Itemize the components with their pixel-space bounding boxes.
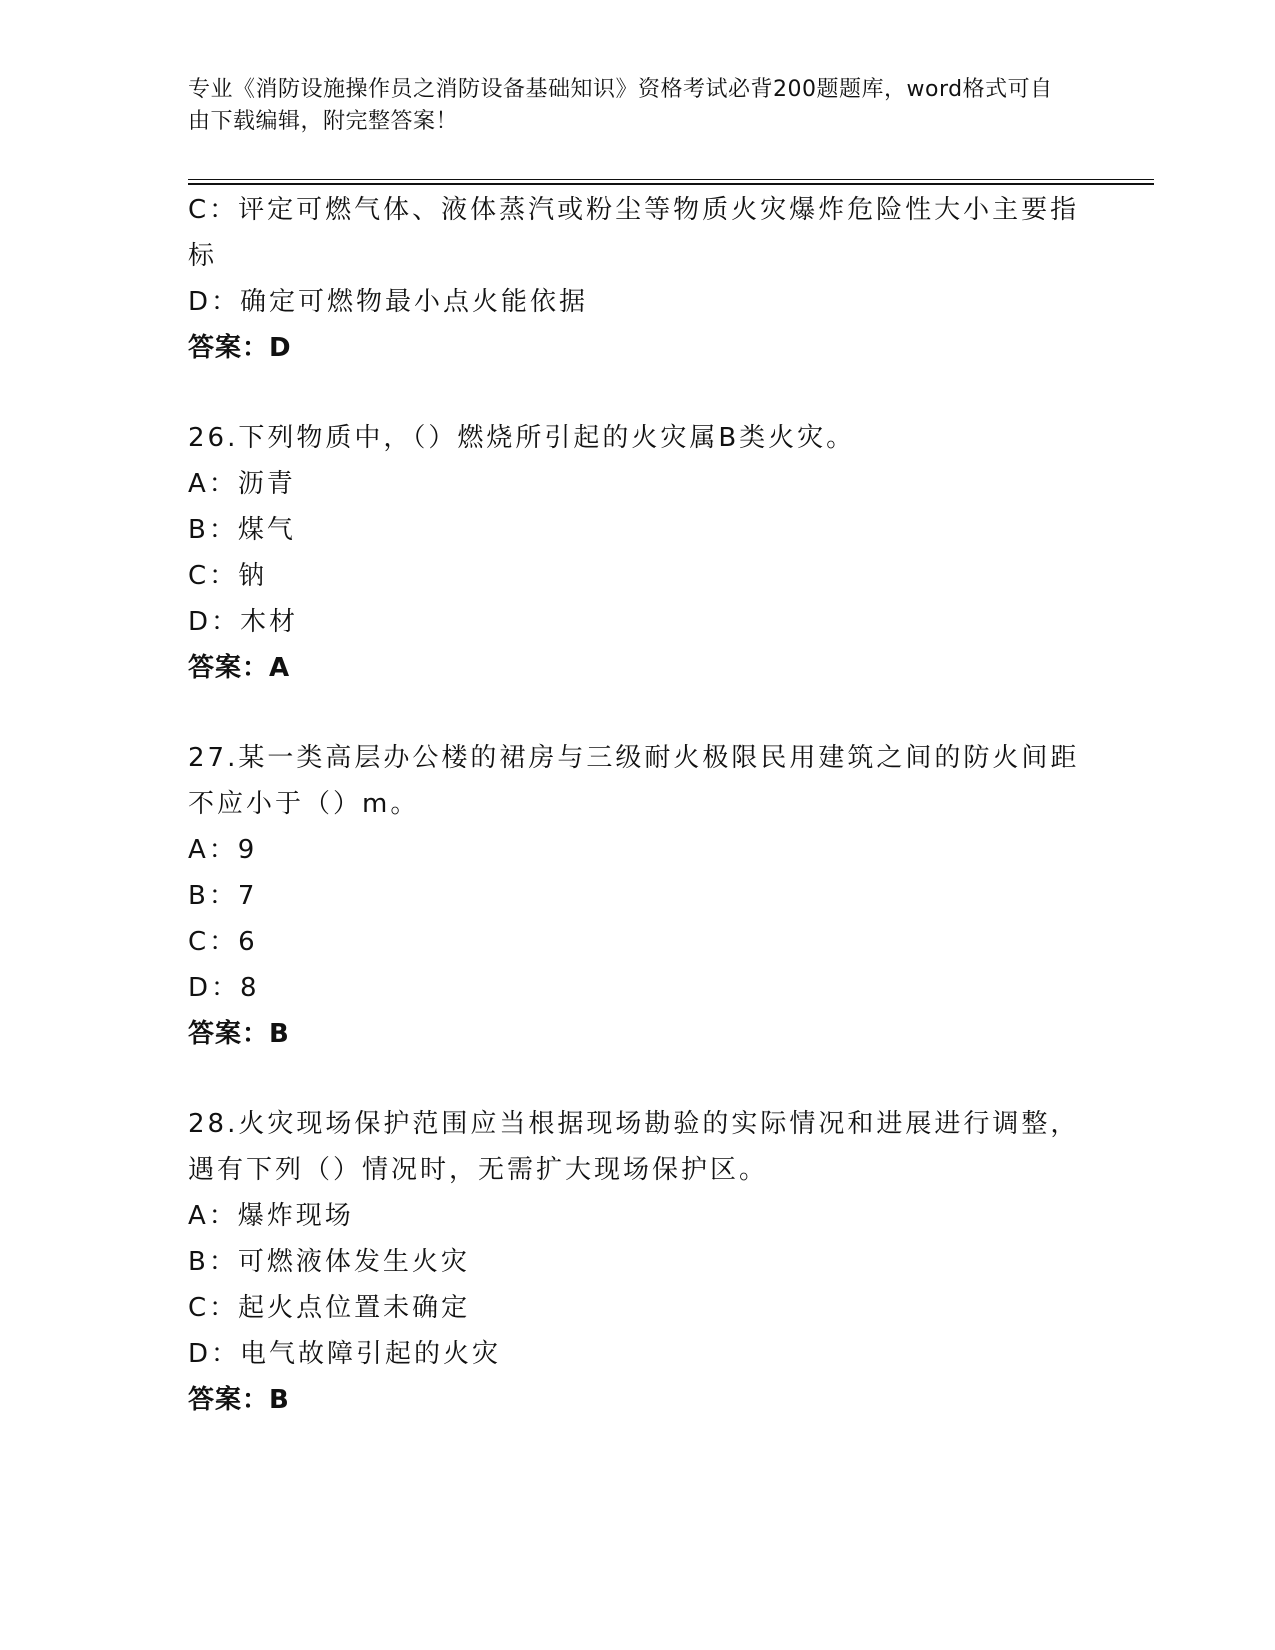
option-a: A：爆炸现场 bbox=[188, 1201, 354, 1231]
question-gap bbox=[188, 691, 1088, 735]
option-b: B：煤气 bbox=[188, 515, 296, 545]
option-d: D：确定可燃物最小点火能依据 bbox=[188, 287, 589, 317]
answer: 答案：A bbox=[188, 653, 291, 683]
option-c: C：6 bbox=[188, 927, 258, 957]
question-28 bbox=[188, 1101, 1088, 1423]
question-gap bbox=[188, 371, 1088, 415]
option-c: C：起火点位置未确定 bbox=[188, 1293, 471, 1323]
answer: 答案：B bbox=[188, 1385, 290, 1415]
answer: 答案：B bbox=[188, 1019, 290, 1049]
option-d: D：8 bbox=[188, 973, 260, 1003]
question-25 bbox=[188, 187, 1088, 371]
option-c: C：钠 bbox=[188, 561, 268, 591]
question-stem: 28.火灾现场保护范围应当根据现场勘验的实际情况和进展进行调整，遇有下列（）情况时，无需扩大现场保护区。 bbox=[188, 1109, 1080, 1185]
option-a: A：沥青 bbox=[188, 469, 296, 499]
question-gap bbox=[188, 1057, 1088, 1101]
option-a: A：9 bbox=[188, 835, 258, 865]
option-b: B：7 bbox=[188, 881, 258, 911]
option-d: D：电气故障引起的火灾 bbox=[188, 1339, 502, 1369]
question-stem: 27.某一类高层办公楼的裙房与三级耐火极限民用建筑之间的防火间距不应小于（）m。 bbox=[188, 743, 1080, 819]
answer: 答案：D bbox=[188, 333, 292, 363]
option-c: C：评定可燃气体、液体蒸汽或粉尘等物质火灾爆炸危险性大小主要指标 bbox=[188, 195, 1080, 271]
question-stem: 26.下列物质中，（）燃烧所引起的火灾属B类火灾。 bbox=[188, 423, 856, 453]
header-text: 专业《消防设施操作员之消防设备基础知识》资格考试必背200题题库，word格式可自由下载编辑，附完整答案！ bbox=[188, 77, 1053, 134]
document-header bbox=[188, 74, 1068, 138]
question-list bbox=[188, 187, 1088, 1423]
option-b: B：可燃液体发生火灾 bbox=[188, 1247, 470, 1277]
option-d: D：木材 bbox=[188, 607, 299, 637]
question-27 bbox=[188, 735, 1088, 1057]
header-divider-thick bbox=[188, 183, 1154, 185]
header-divider-thin bbox=[188, 179, 1154, 180]
question-26 bbox=[188, 415, 1088, 691]
